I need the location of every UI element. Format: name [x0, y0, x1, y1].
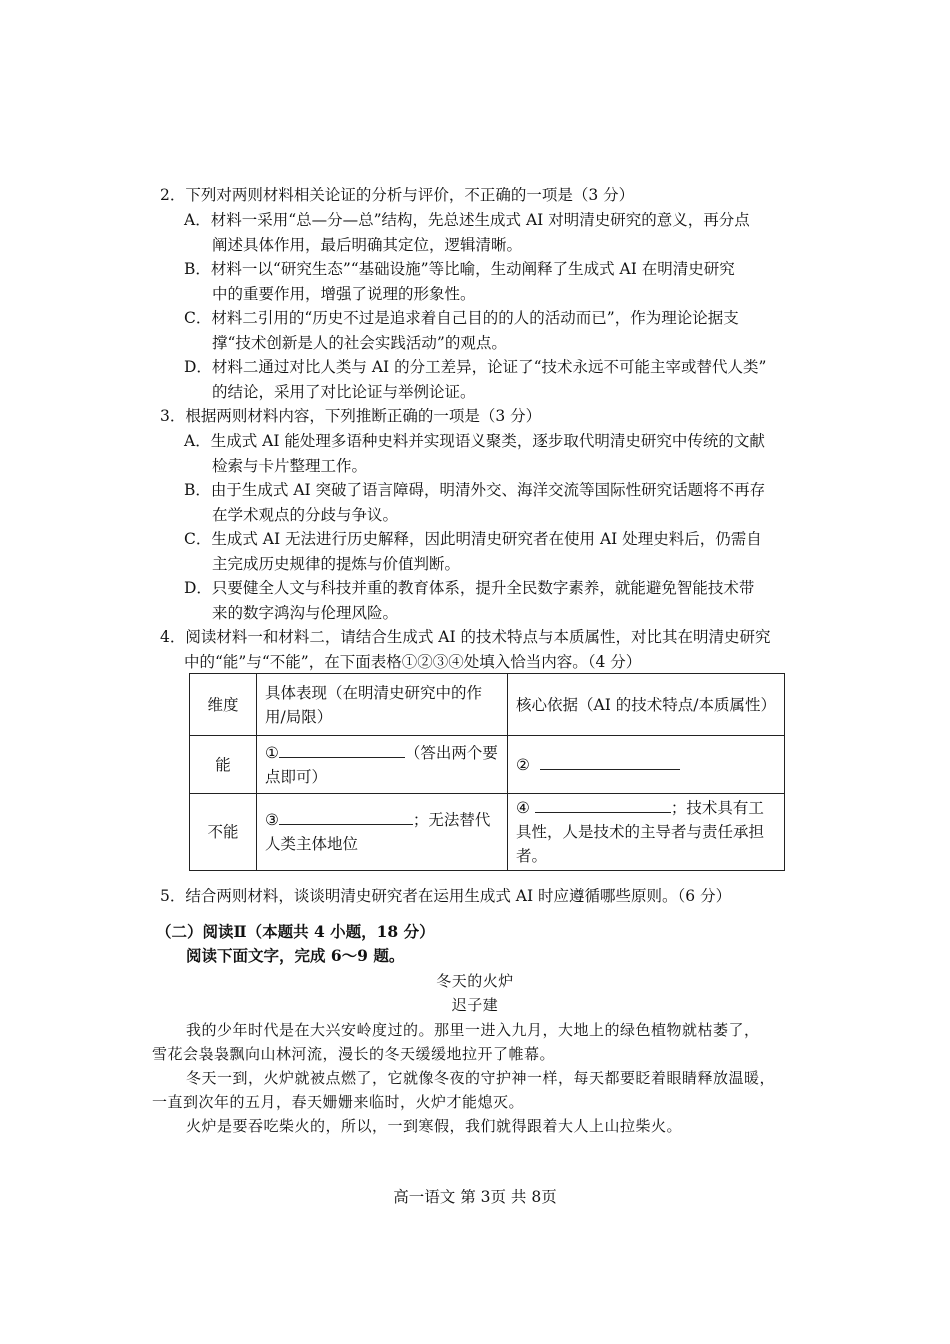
- answer-blank-3[interactable]: [279, 808, 413, 825]
- header-basis: 核心依据（AI 的技术特点/本质属性）: [508, 674, 785, 736]
- q4-stem: 4．阅读材料一和材料二，请结合生成式 AI 的技术特点与本质属性，对比其在明清史研究: [160, 628, 771, 646]
- q2-option-b-cont: 中的重要作用，增强了说理的形象性。: [212, 285, 476, 303]
- story-paragraph-2-cont: 一直到次年的五月，春天姗姗来临时，火炉才能熄灭。: [152, 1093, 525, 1111]
- cell-blank-2: [508, 736, 785, 794]
- row-cannot-label: 不能: [190, 794, 257, 871]
- q2-stem: 2．下列对两则材料相关论证的分析与评价，不正确的一项是（3 分）: [160, 186, 635, 204]
- q5-stem: 5．结合两则材料，谈谈明清史研究者在运用生成式 AI 时应遵循哪些原则。（6 分）: [160, 887, 732, 905]
- story-paragraph-3: 火炉是要吞吃柴火的，所以，一到寒假，我们就得跟着大人上山拉柴火。: [186, 1117, 683, 1135]
- section-title: （二）阅读Ⅱ（本题共 4 小题，18 分）: [156, 922, 435, 941]
- table-row-cannot: [190, 794, 785, 871]
- answer-blank-2[interactable]: [540, 753, 680, 770]
- q2-option-c-cont: 撑“技术创新是人的社会实践活动”的观点。: [212, 334, 507, 352]
- story-title: 冬天的火炉: [436, 972, 514, 990]
- q3-option-a-cont: 检索与卡片整理工作。: [212, 457, 368, 475]
- row-can-label: 能: [190, 736, 257, 794]
- marker-3: ③: [265, 811, 279, 829]
- header-dimension: 维度: [190, 674, 257, 736]
- q2-option-a-cont: 阐述具体作用，最后明确其定位，逻辑清晰。: [212, 236, 523, 254]
- section-instruction: 阅读下面文字，完成 6～9 题。: [186, 946, 405, 965]
- q3-option-b: B．由于生成式 AI 突破了语言障碍，明清外交、海洋交流等国际性研究话题将不再存: [184, 481, 766, 499]
- q3-option-b-cont: 在学术观点的分歧与争议。: [212, 506, 399, 524]
- marker-2: ②: [516, 755, 530, 774]
- q2-option-d: D．材料二通过对比人类与 AI 的分工差异，论证了“技术永远不可能主宰或替代人类”: [184, 358, 767, 376]
- q2-option-b: B．材料一以“研究生态”“基础设施”等比喻，生动阐释了生成式 AI 在明清史研究: [184, 260, 735, 278]
- cell-4-text: ；技术具有工具性，人是技术的主导者与责任承担者。: [516, 799, 765, 865]
- answer-blank-1[interactable]: [279, 741, 405, 758]
- q4-stem-cont: 中的“能”与“不能”，在下面表格①②③④处填入恰当内容。（4 分）: [184, 653, 642, 671]
- table-header-row: [190, 674, 785, 736]
- q3-option-c-cont: 主完成历史规律的提炼与价值判断。: [212, 555, 461, 573]
- q3-option-d-cont: 来的数字鸿沟与伦理风险。: [212, 604, 399, 622]
- marker-4: ④: [516, 799, 530, 817]
- marker-1: ①: [265, 743, 279, 762]
- story-paragraph-2: 冬天一到，火炉就被点燃了，它就像冬夜的守护神一样，每天都要眨着眼睛释放温暖，: [186, 1069, 776, 1087]
- cell-blank-4: [508, 794, 785, 871]
- q3-option-a: A．生成式 AI 能处理多语种史料并实现语义聚类，逐步取代明清史研究中传统的文献: [184, 432, 765, 450]
- q3-stem: 3．根据两则材料内容，下列推断正确的一项是（3 分）: [160, 407, 542, 425]
- q3-option-d: D．只要健全人文与科技并重的教育体系，提升全民数字素养，就能避免智能技术带: [184, 579, 755, 597]
- cell-blank-1: [257, 736, 508, 794]
- cell-blank-3: [257, 794, 508, 871]
- header-performance: 具体表现（在明清史研究中的作用/局限）: [257, 674, 508, 736]
- table-row-can: [190, 736, 785, 794]
- story-author: 迟子建: [451, 996, 499, 1014]
- q2-option-a: A．材料一采用“总—分—总”结构，先总述生成式 AI 对明清史研究的意义，再分点: [184, 211, 750, 229]
- page-footer: 高一语文 第 3页 共 8页: [393, 1188, 557, 1206]
- q2-option-d-cont: 的结论，采用了对比论证与举例论证。: [212, 383, 476, 401]
- cell-1-text: （答出两个要点即可）: [265, 743, 498, 786]
- comparison-table: [189, 673, 785, 871]
- cell-3-text: ；无法替代人类主体地位: [265, 811, 491, 853]
- story-paragraph-1: 我的少年时代是在大兴安岭度过的。那里一进入九月，大地上的绿色植物就枯萎了，: [186, 1021, 760, 1039]
- q3-option-c: C．生成式 AI 无法进行历史解释，因此明清史研究者在使用 AI 处理史料后，仍需自: [184, 530, 762, 548]
- q2-option-c: C．材料二引用的“历史不过是追求着自己目的的人的活动而已”，作为理论论据支: [184, 309, 739, 327]
- answer-blank-4[interactable]: [535, 796, 671, 813]
- story-paragraph-1-cont: 雪花会袅袅飘向山林河流，漫长的冬天缓缓地拉开了帷幕。: [152, 1045, 556, 1063]
